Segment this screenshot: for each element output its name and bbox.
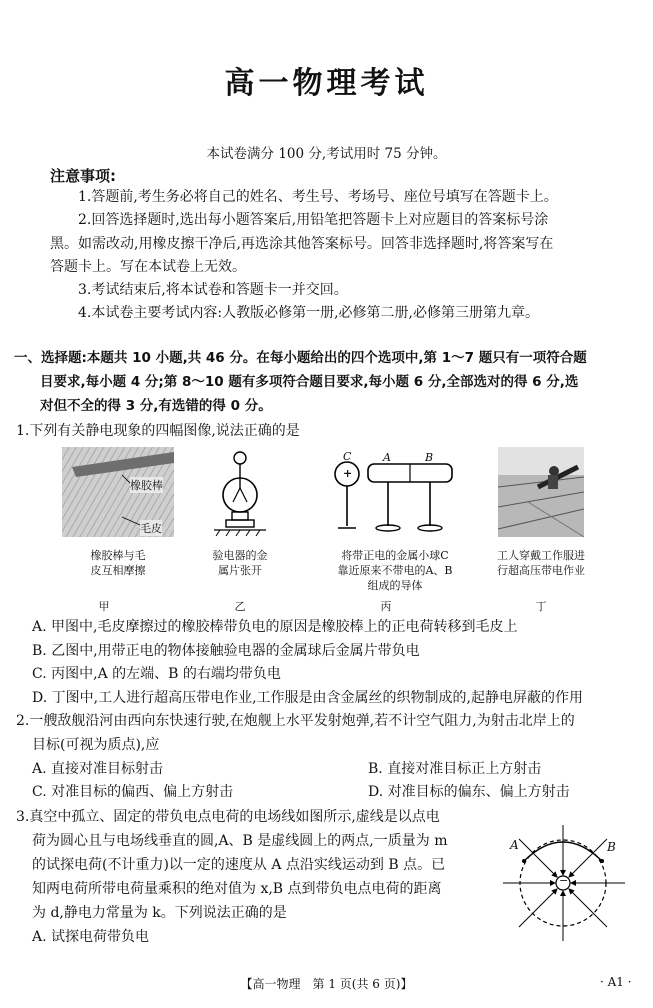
section1-line-3: 对但不全的得 3 分,有选错的得 0 分。	[40, 398, 272, 414]
q1-option-d: D. 丁图中,工人进行超高压带电作业,工作服是由含金属丝的织物制成的,起静电屏蔽的作用	[32, 690, 583, 706]
fig2-label: 乙	[234, 600, 246, 613]
fig2-caption: 验电器的金 属片张开	[212, 549, 268, 577]
notice-line-5: 3.考试结束后,将本试卷和答题卡一并交回。	[78, 282, 348, 298]
page-footer: 【高一物理 第 1 页(共 6 页)】	[240, 977, 413, 991]
notice-line-1: 1.答题前,考生务必将自己的姓名、考生号、考场号、座位号填写在答题卡上。	[78, 189, 558, 205]
section1-line-1: 一、选择题:本题共 10 小题,共 46 分。在每小题给出的四个选项中,第 1～7 题只有一项符合题	[14, 350, 587, 366]
q2-option-c: C. 对准目标的偏西、偏上方射击	[32, 784, 234, 800]
negative-charge-sign: −	[559, 874, 569, 887]
q1-option-a: A. 甲图中,毛皮摩擦过的橡胶棒带负电的原因是橡胶棒上的正电荷转移到毛皮上	[32, 619, 518, 635]
point-a-label: A	[510, 838, 519, 852]
notice-line-2: 2.回答选择题时,选出每小题答案后,用铅笔把答题卡上对应题目的答案标号涂	[78, 212, 549, 228]
rubber-rod-label: 橡胶棒	[130, 479, 163, 492]
q1-stem: 1.下列有关静电现象的四幅图像,说法正确的是	[16, 423, 300, 439]
notice-line-6: 4.本试卷主要考试内容:人教版必修第一册,必修第二册,必修第三册第九章。	[78, 305, 539, 321]
footer-code: · A1 ·	[600, 975, 632, 989]
exam-info: 本试卷满分 100 分,考试用时 75 分钟。	[206, 146, 447, 162]
q3-line-1: 3.真空中孤立、固定的带负电点电荷的电场线如图所示,虚线是以点电	[16, 809, 440, 825]
q2-option-a: A. 直接对准目标射击	[32, 761, 164, 777]
q2-option-b: B. 直接对准目标正上方射击	[368, 761, 542, 777]
q3-line-3: 的试探电荷(不计重力)以一定的速度从 A 点沿实线运动到 B 点。已	[32, 857, 446, 873]
conductor-a-label: A	[383, 451, 391, 464]
q2-stem-1: 2.一艘敌舰沿河由西向东快速行驶,在炮舰上水平发射炮弹,若不计空气阻力,为射击北岸上的	[16, 713, 575, 729]
page-title: 高一物理考试	[224, 66, 429, 101]
q3-option-a: A. 试探电荷带负电	[32, 929, 150, 945]
q2-option-d: D. 对准目标的偏东、偏上方射击	[368, 784, 570, 800]
q2-stem-2: 目标(可视为质点),应	[32, 737, 160, 753]
point-b-label: B	[607, 840, 616, 854]
conductor-b-label: B	[425, 451, 434, 464]
q3-line-5: 为 d,静电力常量为 k。下列说法正确的是	[32, 905, 287, 921]
fig1-label: 甲	[98, 600, 110, 613]
fig4-label: 丁	[535, 600, 547, 613]
ball-c-label: C	[343, 450, 352, 463]
fig3-label: 丙	[380, 600, 392, 613]
q1-option-b: B. 乙图中,用带正电的物体接触验电器的金属球后金属片带负电	[32, 643, 420, 659]
fur-label: 毛皮	[140, 522, 162, 535]
electroscope-diagram	[210, 450, 270, 540]
notice-line-4: 答题卡上。写在本试卷上无效。	[50, 259, 246, 275]
q3-line-2: 荷为圆心且与电场线垂直的圆,A、B 是虚线圆上的两点,一质量为 m	[32, 833, 448, 849]
plus-sign: +	[343, 467, 353, 480]
q3-line-4: 知两电荷所带电荷量乘积的绝对值为 x,B 点到带负电点电荷的距离	[32, 881, 442, 897]
section1-line-2: 目要求,每小题 4 分;第 8～10 题有多项符合题目要求,每小题 6 分,全部选对的得 6 分,选	[40, 374, 579, 390]
fig1-caption: 橡胶棒与毛 皮互相摩擦	[90, 549, 146, 577]
notice-heading: 注意事项:	[50, 167, 116, 185]
fig3-caption: 将带正电的金属小球C 靠近原来不带电的A、B 组成的导体	[337, 549, 453, 592]
high-voltage-worker-photo	[498, 447, 584, 537]
q1-option-c: C. 丙图中,A 的左端、B 的右端均带负电	[32, 666, 281, 682]
fig4-caption: 工人穿戴工作服进 行超高压带电作业	[497, 549, 585, 577]
notice-line-3: 黑。如需改动,用橡皮擦干净后,再选涂其他答案标号。回答非选择题时,将答案写在	[50, 236, 554, 252]
